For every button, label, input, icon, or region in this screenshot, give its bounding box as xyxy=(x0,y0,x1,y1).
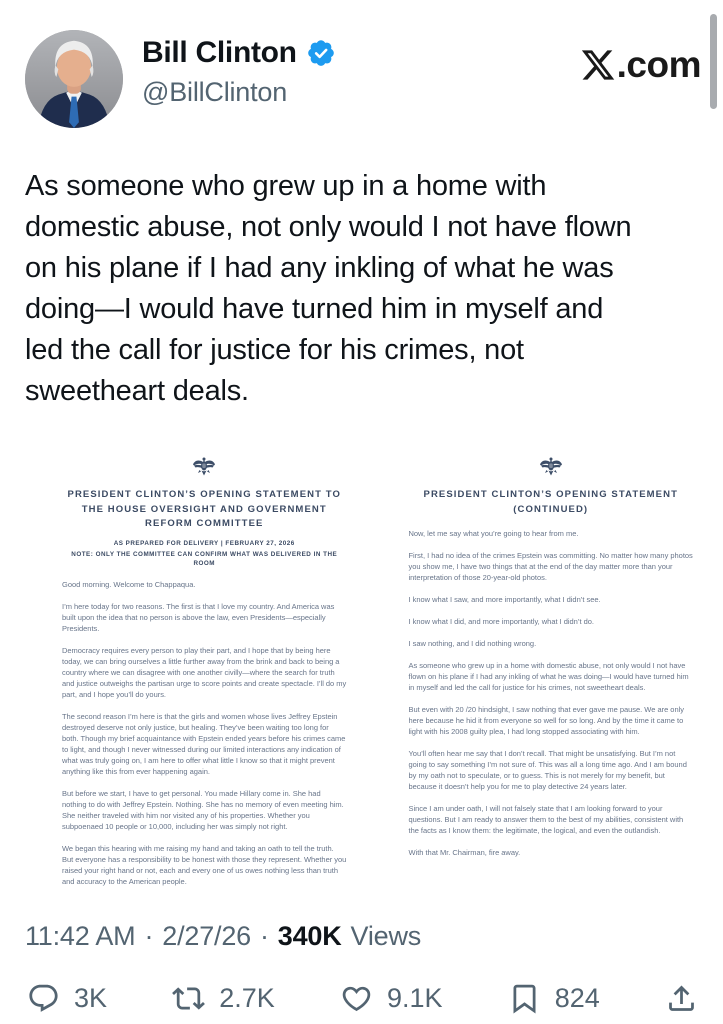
author-name[interactable]: Bill Clinton xyxy=(142,36,297,69)
document-2-body: Now, let me say what you’re going to hear from me. First, I had no idea of the crimes Epstein was committing. No matter how many photos you show me, I have two things that at the end of the day matter more than your interpretation of those 20-year-old photos. I know what I saw, and more importantly, what I didn’t see. I know what I did, and more importantly, what I didn’t do. I saw nothing, and I did nothing wrong. As someone who grew up in a home with domestic abuse, not only would I not have flown on his plane if I had any inkling of what he was doing—I would have turned him in myself and led the call for justice for his crimes, not sweetheart deals. But even with 20 /20 hindsight, I saw nothing that ever gave me pause. We are only here because he hid it from everyone so well for so long. And by the time it came to light with his 2008 guilty plea, I had long stopped associating with him. You’ll often hear me say that I don’t recall. That might be unsatisfying. But I’m not going to say something I’m not sure of. This was all a long time ago. And I am bound by my oath not to speculate, or to guess. This is not merely for my benefit, but because it doesn’t help you for me to play detective 24 years later. Since I am under oath, I will not falsely state that I am looking forward to your questions. But I am ready to answer them to the best of my abilities, consistent with the facts as I know them: the legitimate, the logical, and even the outlandish. With that Mr. Chairman, fire away. xyxy=(408,529,693,857)
document-1-delivery-line: AS PREPARED FOR DELIVERY | FEBRUARY 27, 2026 xyxy=(113,539,295,547)
verified-badge-icon xyxy=(306,38,336,68)
x-logo-icon xyxy=(580,47,616,83)
views-label: Views xyxy=(350,920,422,951)
scrollbar-thumb[interactable] xyxy=(710,14,717,109)
meta-separator: · xyxy=(144,920,154,951)
tweet-header xyxy=(0,0,723,128)
presidential-seal-icon xyxy=(409,456,694,478)
tweet-meta-row xyxy=(0,921,723,952)
like-count: 9.1K xyxy=(386,982,443,1013)
attachment-document-1[interactable] xyxy=(62,456,347,887)
document-2-title: PRESIDENT CLINTON’S OPENING STATEMENT (CONTINUED) xyxy=(423,489,678,515)
presidential-seal-icon xyxy=(62,456,347,478)
avatar-portrait-graphic xyxy=(25,30,123,128)
document-1-body: Good morning. Welcome to Chappaqua. I’m here today for two reasons. The first is that I love my country. And America was built upon the idea that no person is above the law, even Presidents—especially Presidents. Democracy requires every person to play their part, and I hope that by being here today, we can bring ourselves a little further away from the brink and back to being a country where we can disagree with one another civilly—where the search for truth and justice outweighs the partisan urge to score points and create spectacle. I’ll do my part, and I hope you’ll do yours. The second reason I’m here is that the girls and women whose lives Jeffrey Epstein destroyed deserve not only justice, but healing. They’ve been waiting too long for both. Though my brief acquaintance with Epstein ended years before his crimes came to light, and though I never witnessed during our limited interactions any indication of what was truly going on, I am here to offer what little I know so that it might prevent anything like this from ever happening again. But before we start, I have to get personal. You made Hillary come in. She had nothing to do with Jeffrey Epstein. Nothing. She has no memory of even meeting him. She neither traveled with him nor visited any of his properties. Whether you subpoenaed 10 people or 10,000, including her was simply not right. We began this hearing with me raising my hand and taking an oath to tell the truth. But everyone has a responsibility to be honest with those they represent. Whether you raised your right hand or not, each and every one of us owes nothing less than truth and accuracy to the American people. xyxy=(62,579,347,886)
meta-separator: · xyxy=(259,920,269,951)
bookmark-icon xyxy=(508,982,541,1015)
like-icon xyxy=(340,982,373,1015)
author-handle[interactable]: @BillClinton xyxy=(142,77,288,107)
tweet-time: 11:42 AM xyxy=(25,920,136,951)
bookmark-button[interactable] xyxy=(508,982,600,1015)
repost-button[interactable] xyxy=(172,982,275,1015)
tweet-date: 2/27/26 xyxy=(162,920,251,951)
share-button[interactable] xyxy=(665,982,698,1015)
reply-button[interactable] xyxy=(27,982,107,1015)
avatar[interactable] xyxy=(25,30,123,128)
document-1-title: PRESIDENT CLINTON’S OPENING STATEMENT TO THE HOUSE OVERSIGHT AND GOVERNMENT REFORM COMMITTEE xyxy=(67,489,341,529)
share-icon xyxy=(665,982,698,1015)
x-com-suffix: .com xyxy=(616,44,701,85)
tweet-action-bar xyxy=(0,982,723,1015)
repost-icon xyxy=(172,982,205,1015)
reply-count: 3K xyxy=(74,982,108,1013)
views-count: 340K xyxy=(277,920,342,951)
like-button[interactable] xyxy=(340,982,443,1015)
reply-icon xyxy=(27,982,60,1015)
tweet-text: As someone who grew up in a home with domestic abuse, not only would I not have flown on his plane if I had any inkling of what he was doing—I would have turned him in myself and led the call for justice for his crimes, not sweetheart deals. xyxy=(25,170,632,407)
author-block xyxy=(142,30,336,108)
tweet-attachments xyxy=(0,456,723,887)
bookmark-count: 824 xyxy=(554,982,600,1013)
x-com-logo xyxy=(580,44,701,86)
repost-count: 2.7K xyxy=(219,982,275,1013)
document-1-note-line: NOTE: ONLY THE COMMITTEE CAN CONFIRM WHAT WAS DELIVERED IN THE ROOM xyxy=(71,550,338,567)
attachment-document-2[interactable] xyxy=(409,456,694,887)
